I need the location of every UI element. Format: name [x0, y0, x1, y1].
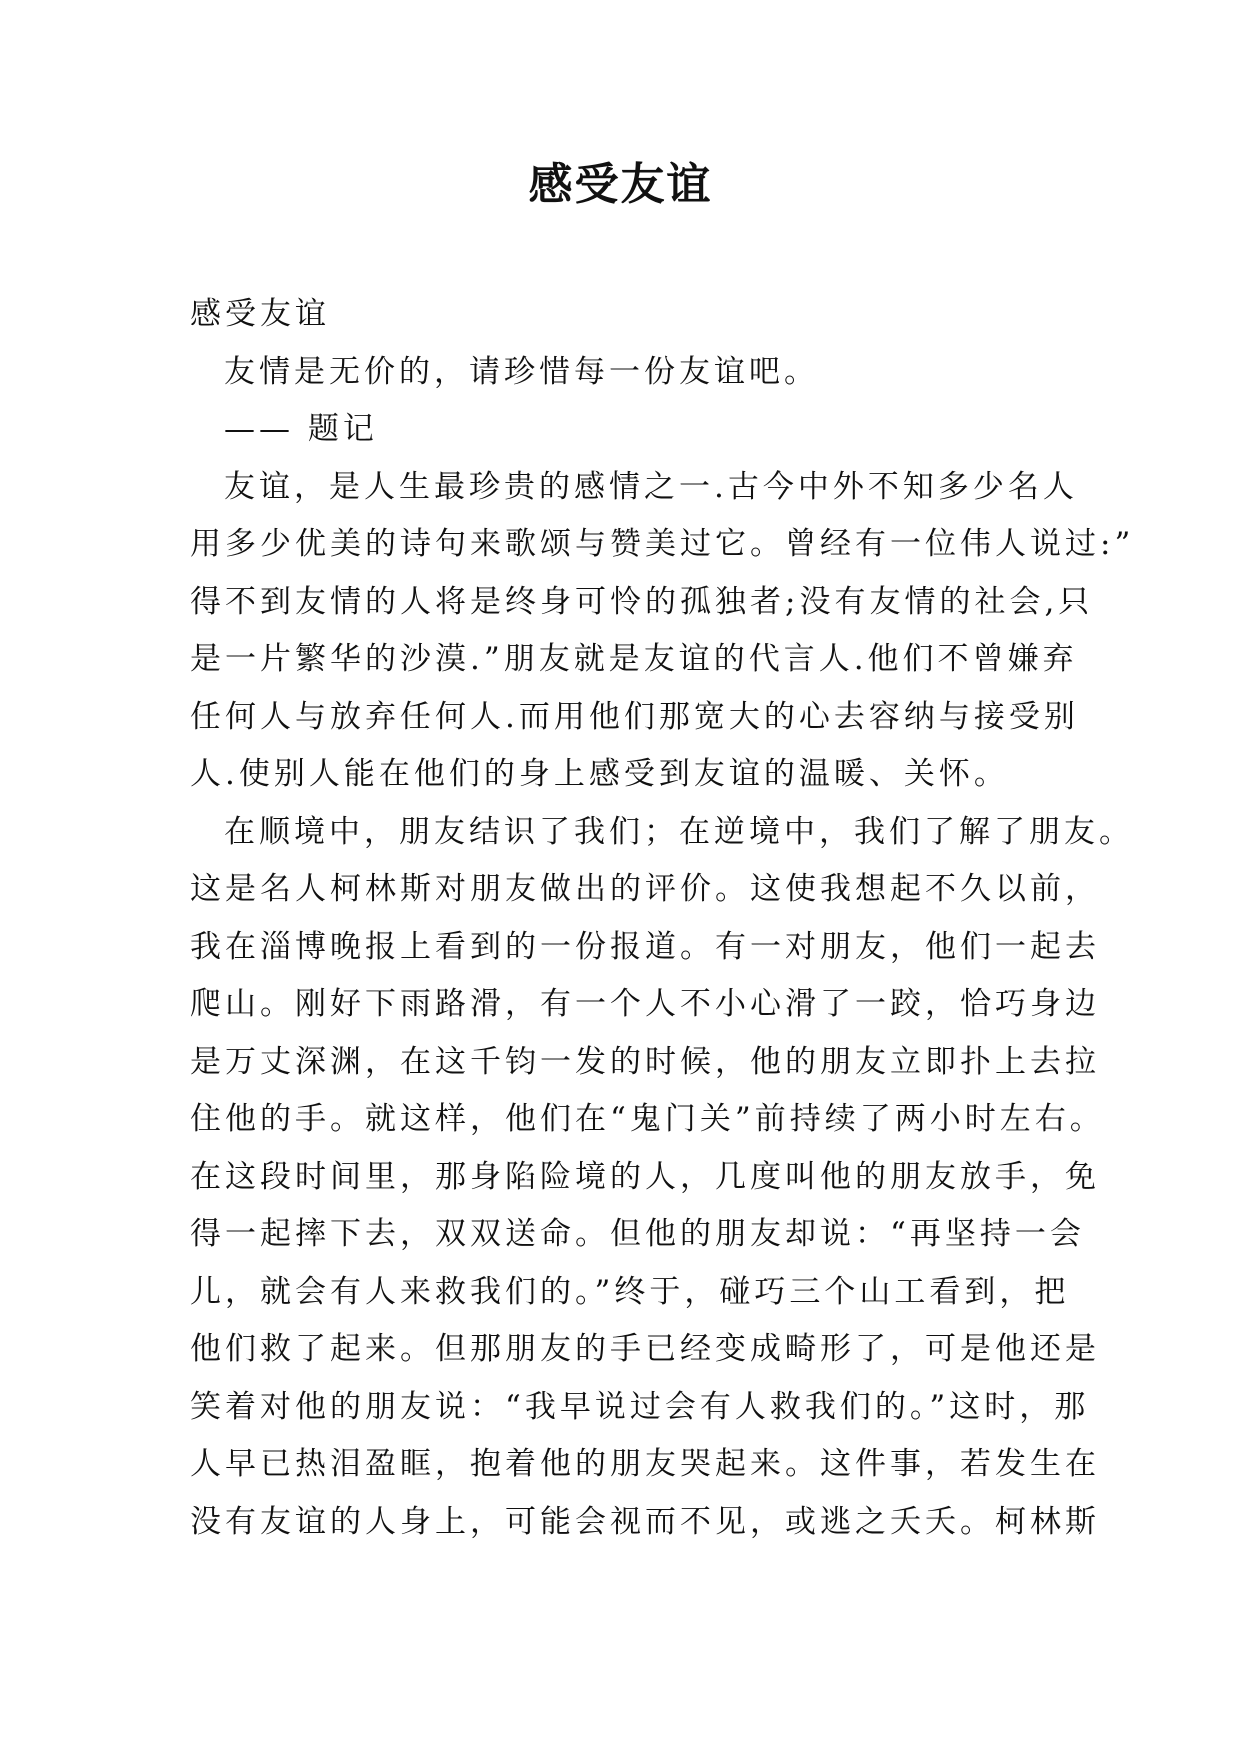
paragraph-line: 我在淄博晚报上看到的一份报道。有一对朋友，他们一起去	[190, 928, 1100, 965]
paragraph-line: 得一起摔下去，双双送命。但他的朋友却说：“再坚持一会	[190, 1216, 1085, 1252]
paragraph-line: 爬山。刚好下雨路滑，有一个人不小心滑了一跤，恰巧身边	[190, 986, 1100, 1022]
paragraph-line: 友谊，是人生最珍贵的感情之一.古今中外不知多少名人	[224, 468, 1078, 505]
paragraph-line: 人.使别人能在他们的身上感受到友谊的温暖、关怀。	[190, 756, 1009, 792]
paragraph-2	[190, 804, 1134, 1552]
attribution: —— 题记	[224, 411, 378, 447]
paragraph-line: 住他的手。就这样，他们在“鬼门关”前持续了两小时左右。	[190, 1101, 1105, 1137]
document-title: 感受友谊	[528, 159, 713, 210]
paragraph-line: 任何人与放弃任何人.而用他们那宽大的心去容纳与接受别	[190, 698, 1079, 735]
paragraph-line: 在顺境中，朋友结识了我们；在逆境中，我们了解了朋友。	[224, 813, 1134, 850]
paragraph-line: 在这段时间里，那身陷险境的人，几度叫他的朋友放手，免	[190, 1158, 1100, 1195]
paragraph-1	[190, 459, 1135, 804]
paragraph-line: 儿，就会有人来救我们的。”终于，碰巧三个山工看到，把	[190, 1273, 1070, 1310]
paragraph-line: 得不到友情的人将是终身可怜的孤独者;没有友情的社会,只	[190, 583, 1094, 620]
paragraph-line: 没有友谊的人身上，可能会视而不见，或逃之夭夭。柯林斯	[190, 1503, 1100, 1540]
paragraph-line: 笑着对他的朋友说：“我早说过会有人救我们的。”这时，那	[190, 1388, 1090, 1425]
paragraph-line: 是一片繁华的沙漠.”朋友就是友谊的代言人.他们不曾嫌弃	[190, 641, 1078, 677]
paragraph-line: 是万丈深渊，在这千钧一发的时候，他的朋友立即扑上去拉	[190, 1043, 1100, 1080]
epigraph: 友情是无价的，请珍惜每一份友谊吧。	[224, 353, 819, 390]
paragraph-line: 他们救了起来。但那朋友的手已经变成畸形了，可是他还是	[190, 1331, 1100, 1367]
paragraph-line: 这是名人柯林斯对朋友做出的评价。这使我想起不久以前，	[190, 871, 1100, 907]
paragraph-line: 人早已热泪盈眶，抱着他的朋友哭起来。这件事，若发生在	[190, 1446, 1100, 1482]
subheading: 感受友谊	[190, 296, 330, 332]
document-body	[190, 286, 1135, 1551]
paragraph-line: 用多少优美的诗句来歌颂与赞美过它。曾经有一位伟人说过:”	[190, 526, 1135, 562]
